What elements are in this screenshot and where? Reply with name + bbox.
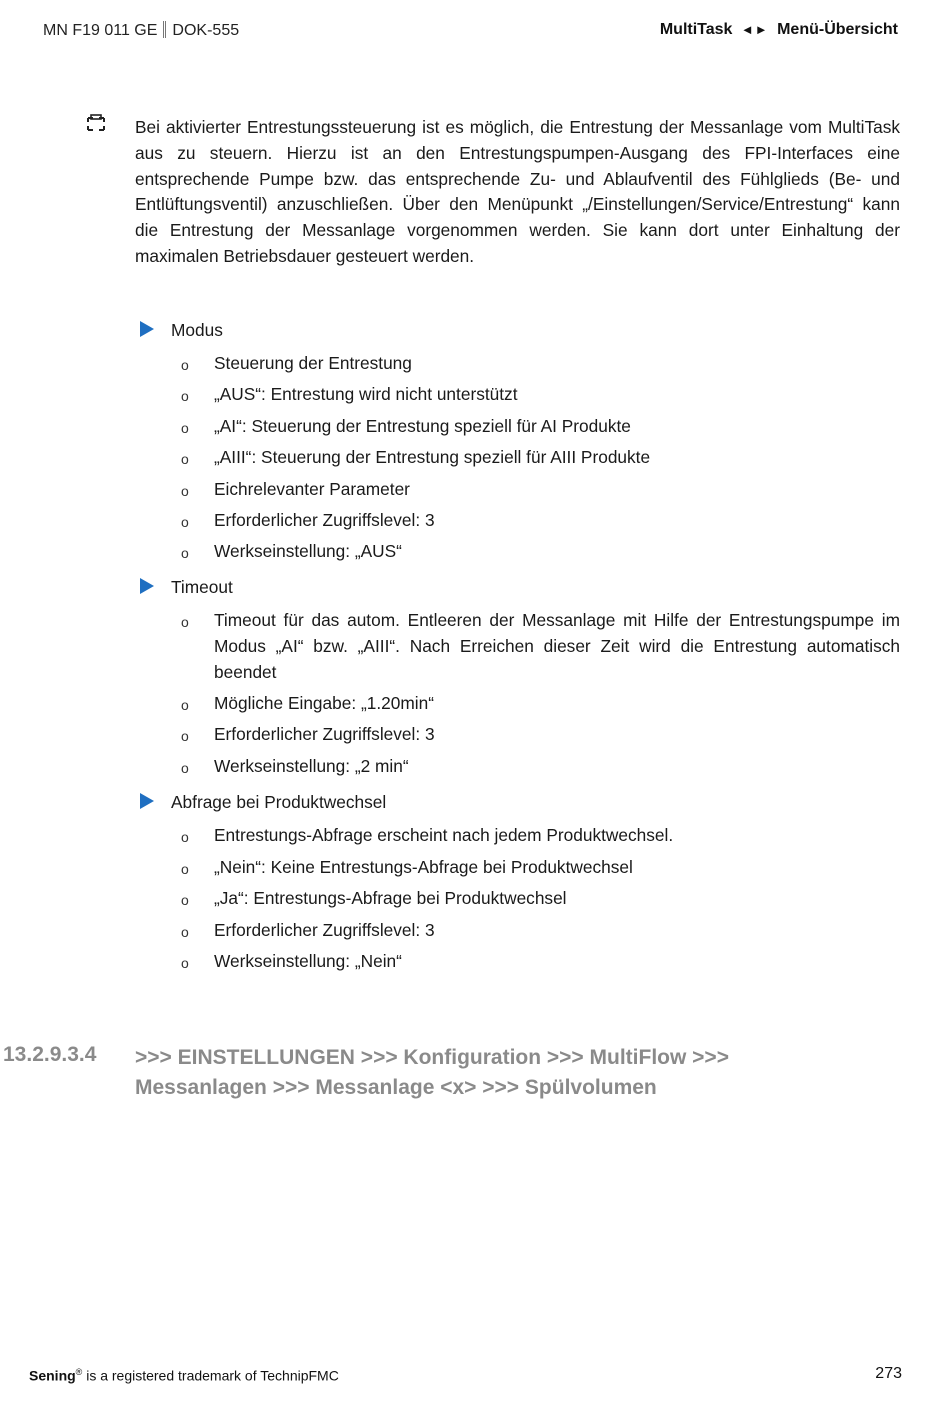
page-number: 273 [875, 1365, 902, 1382]
doc-number: DOK-555 [172, 22, 240, 39]
note-paragraph [135, 115, 900, 270]
bullet-label: Abfrage bei Produktwechsel [171, 792, 387, 812]
triangle-bullet-icon [140, 321, 154, 337]
section-number: 13.2.9.3.4 [3, 1043, 97, 1066]
triangle-bullet-icon [140, 793, 154, 809]
header-separator [163, 21, 166, 38]
header-doc-id [43, 21, 239, 40]
header-title [660, 21, 898, 39]
registered-mark: ® [75, 1367, 83, 1377]
bullet-label: Modus [171, 320, 223, 340]
footer-brand: Sening [29, 1367, 76, 1384]
bullet-label: Timeout [171, 577, 233, 597]
section-heading: >>> EINSTELLUNGEN >>> Konfiguration >>> MultiFlow >>> Messanlagen >>> Messanlage <x> >>> Spülvolumen [135, 1046, 729, 1099]
header-section: Menü-Übersicht [777, 21, 898, 38]
doc-code: MN F19 011 GE [43, 22, 158, 39]
footer-trademark [29, 1367, 339, 1384]
note-icon [85, 114, 107, 134]
triangle-bullet-icon [140, 578, 154, 594]
header-product: MultiTask [659, 21, 733, 38]
footer-trademark-text: is a registered trademark of TechnipFMC [82, 1367, 339, 1384]
note-text: Bei aktivierter Entrestungssteuerung ist es möglich, die Entrestung der Messanlage vom MultiTask aus zu steuern. Hierzu ist an den Entrestungspumpen-Ausgang des FPI-Interfaces eine entsprechende Pumpe bzw. das entsprechende Zu- und Ablaufventil des Fühlglieds (Be- und Entlüftungsventil) anzuschließen. Über den Menüpunkt „/Einstellungen/Service/Entrestung“ kann die Entrestung der Messanlage vorgenommen werden. Sie kann dort unter Einhaltung der maximalen Betriebsdauer gesteuert werden. [135, 117, 900, 266]
nav-arrows-icon: ◄► [740, 22, 769, 37]
